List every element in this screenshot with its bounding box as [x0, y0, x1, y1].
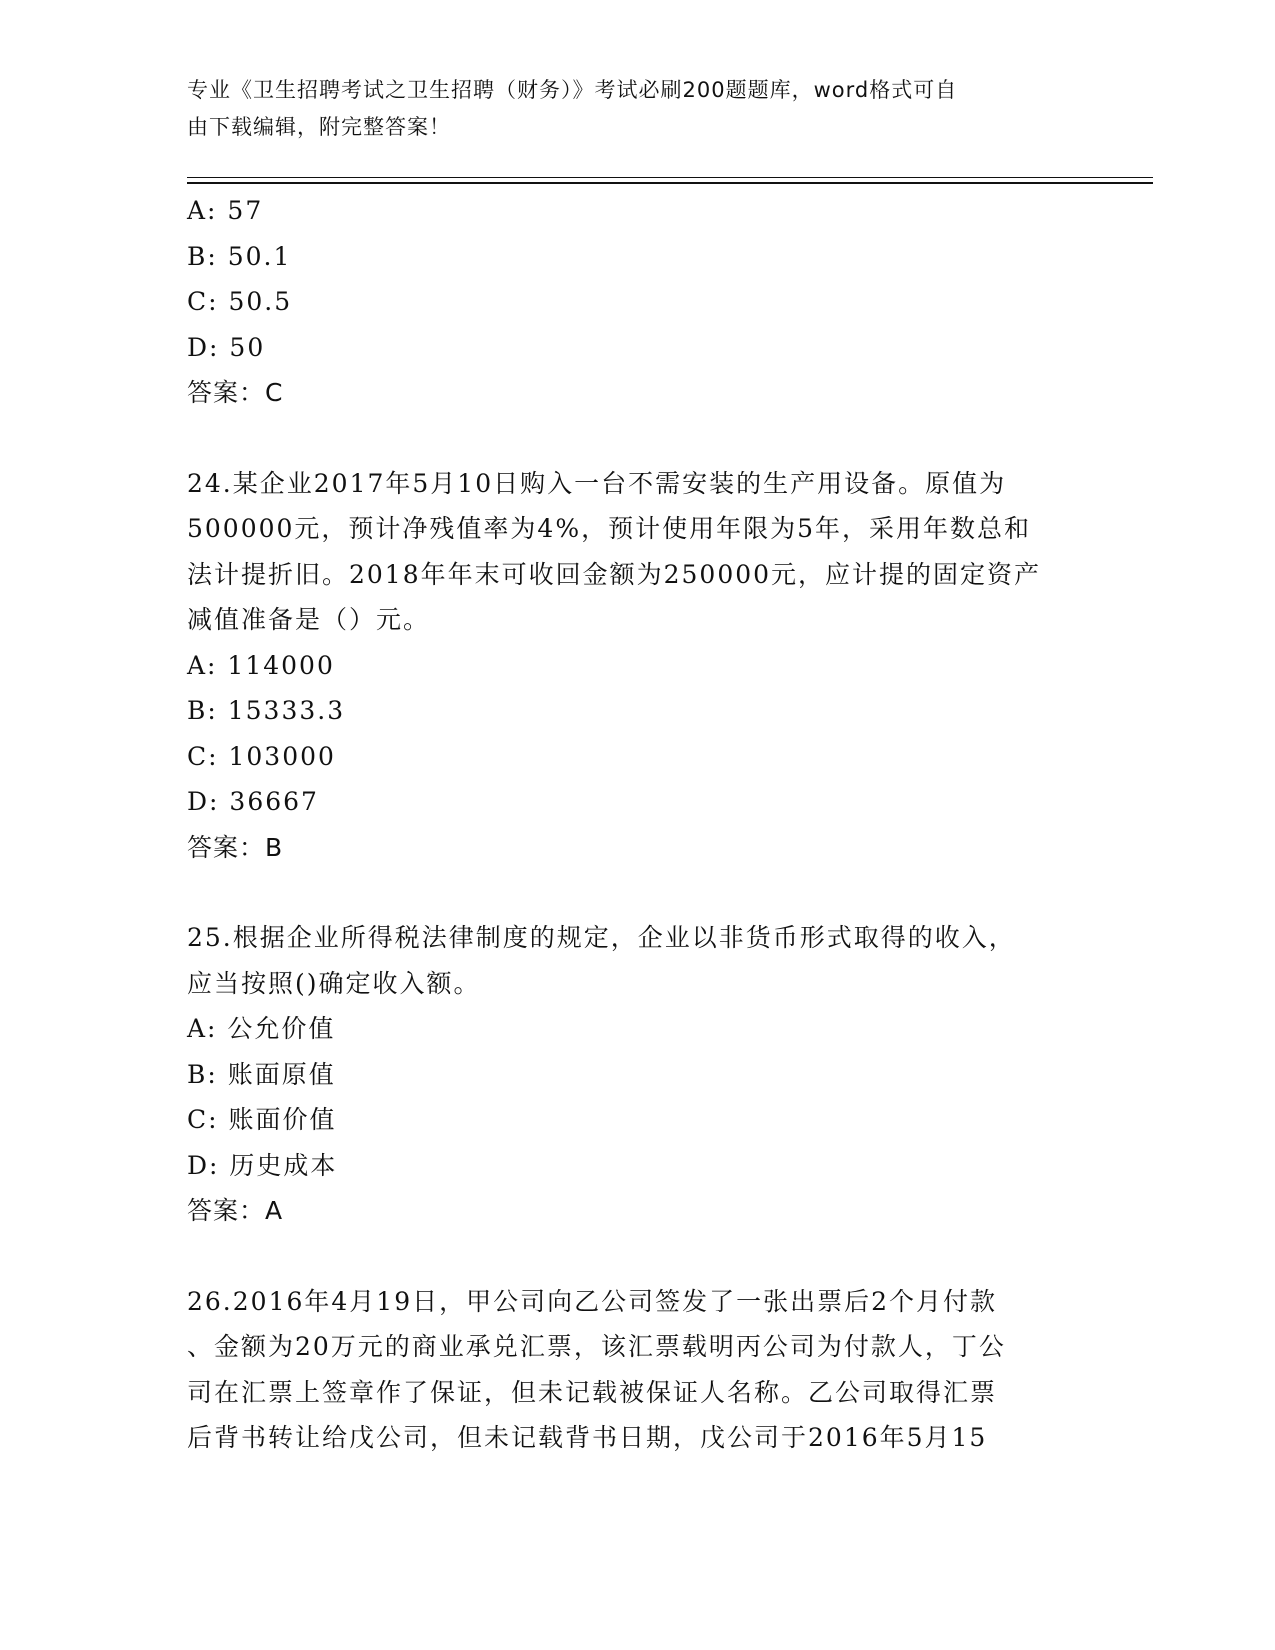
option-d: D: 历史成本 [187, 1150, 338, 1180]
option-b: B: 50.1 [187, 241, 292, 271]
header-divider-thick [187, 182, 1153, 184]
question-text-line: 减值准备是（）元。 [187, 605, 431, 634]
document-body [187, 188, 1077, 1461]
option-c: C: 账面价值 [187, 1105, 337, 1134]
question-text-line: 25.根据企业所得税法律制度的规定，企业以非货币形式取得的收入， [187, 923, 1016, 952]
option-d: D: 36667 [187, 787, 319, 816]
answer: 答案：B [187, 832, 284, 862]
header-line-2: 由下载编辑，附完整答案！ [187, 115, 451, 139]
option-b: B: 15333.3 [187, 696, 346, 725]
question-25 [187, 915, 1077, 1234]
question-text-line: 法计提折旧。2018年年末可收回金额为250000元，应计提的固定资产 [187, 559, 1042, 589]
question-26 [187, 1279, 1077, 1461]
question-23-remainder [187, 188, 1077, 416]
question-24 [187, 461, 1077, 871]
question-text-line: 司在汇票上签章作了保证，但未记载被保证人名称。乙公司取得汇票 [187, 1377, 998, 1407]
document-header [187, 72, 1087, 146]
question-text-line: 、金额为20万元的商业承兑汇票，该汇票载明丙公司为付款人，丁公 [187, 1332, 1006, 1361]
option-a: A: 114000 [187, 650, 335, 680]
header-divider-thin [187, 177, 1153, 178]
option-d: D: 50 [187, 332, 266, 362]
question-text-line: 应当按照()确定收入额。 [187, 968, 481, 998]
question-text-line: 500000元，预计净残值率为4%，预计使用年限为5年，采用年数总和 [187, 514, 1032, 543]
question-text-line: 后背书转让给戊公司，但未记载背书日期，戊公司于2016年5月15 [187, 1423, 988, 1452]
option-c: C: 50.5 [187, 287, 293, 316]
option-a: A: 公允价值 [187, 1014, 336, 1043]
option-c: C: 103000 [187, 741, 336, 771]
answer: 答案：C [187, 378, 284, 407]
question-text-line: 26.2016年4月19日，甲公司向乙公司签发了一张出票后2个月付款 [187, 1286, 998, 1316]
question-text-line: 24.某企业2017年5月10日购入一台不需安装的生产用设备。原值为 [187, 468, 1007, 498]
answer: 答案：A [187, 1196, 284, 1225]
header-line-1: 专业《卫生招聘考试之卫生招聘（财务）》考试必刷200题题库，word格式可自 [187, 78, 958, 102]
option-a: A: 57 [187, 196, 264, 225]
option-b: B: 账面原值 [187, 1059, 336, 1089]
